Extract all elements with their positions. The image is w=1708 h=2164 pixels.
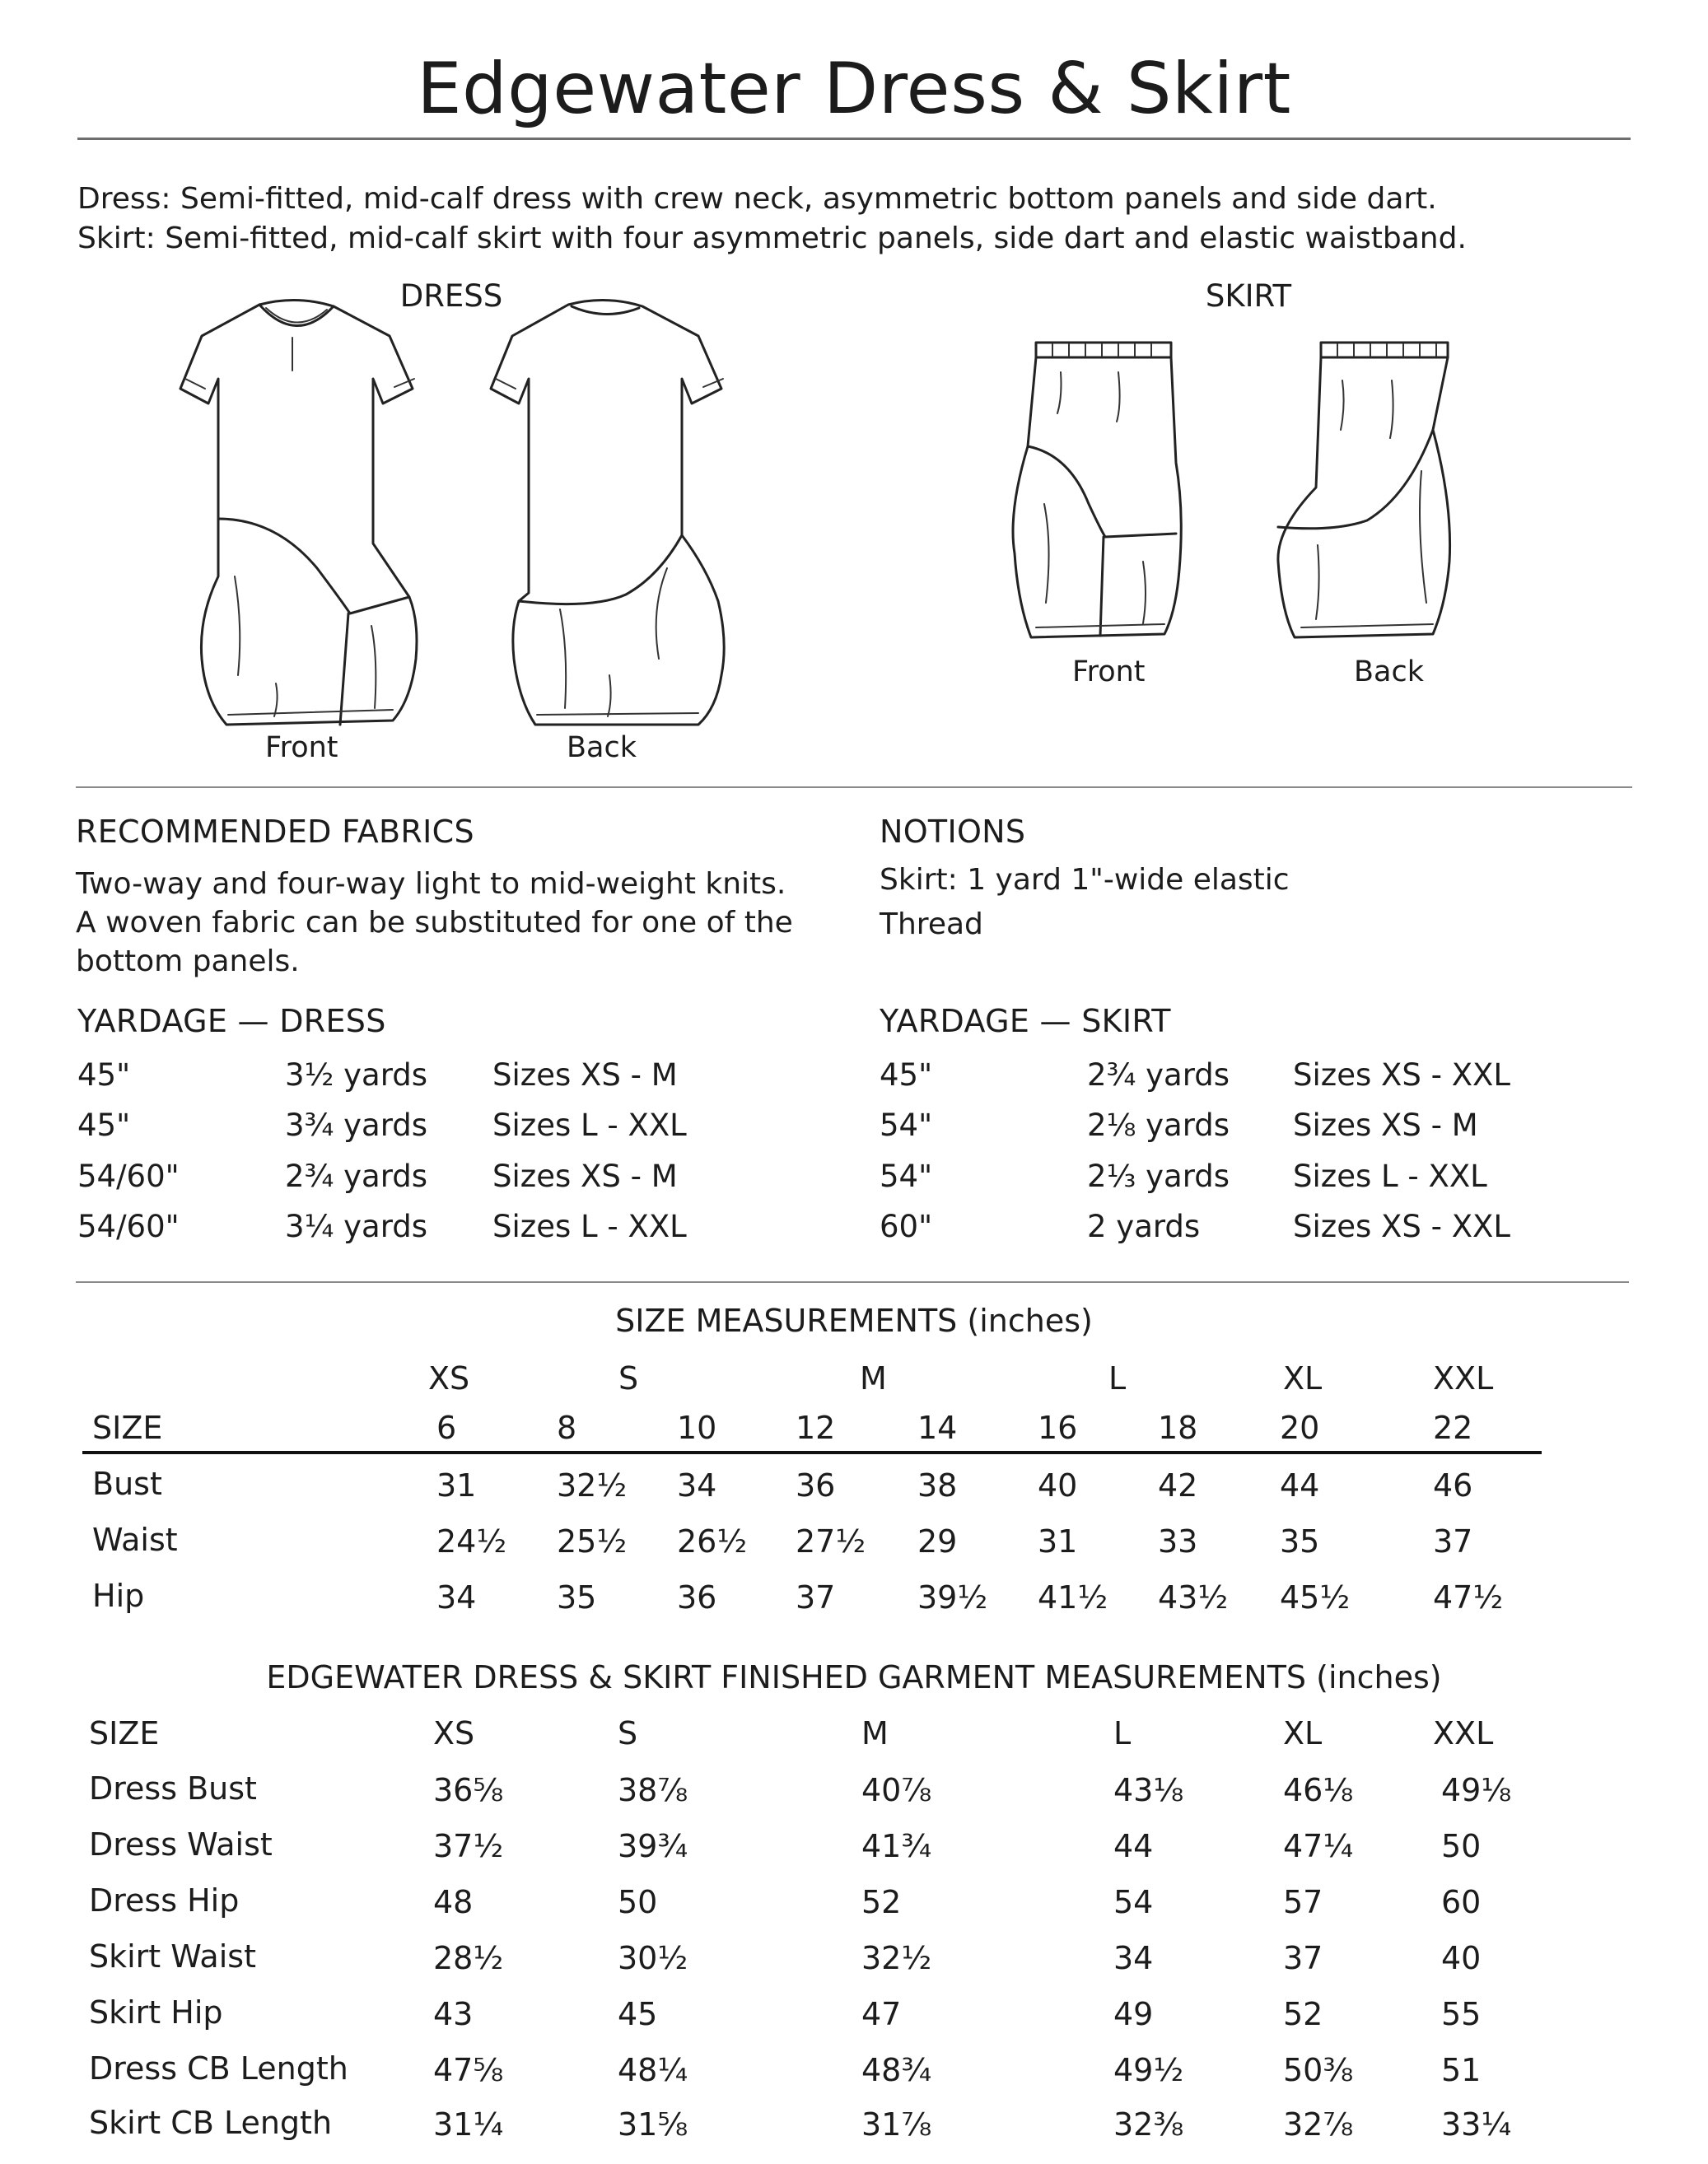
letter-size-s: S	[618, 1360, 639, 1397]
table-cell: 43	[433, 1996, 474, 2032]
table-cell: 50⅜	[1283, 2052, 1354, 2088]
yardage-amount: 2⅓ yards	[1087, 1159, 1230, 1194]
table-cell: 34	[436, 1579, 477, 1616]
yardage-sizes: Sizes L - XXL	[1293, 1159, 1487, 1194]
skirt-description: Skirt: Semi-fitted, mid-calf skirt with four asymmetric panels, side dart and elastic waistband.	[77, 222, 1467, 255]
table-cell: 49½	[1113, 2052, 1184, 2088]
table-cell: 44	[1280, 1467, 1320, 1504]
table-cell: 32⅜	[1113, 2106, 1184, 2143]
table-cell: 51	[1441, 2052, 1482, 2088]
dress-front-illustration	[177, 296, 424, 733]
table-cell: 43½	[1158, 1579, 1229, 1616]
table-cell: 47⅝	[433, 2052, 504, 2088]
yardage-skirt-heading: YARDAGE — SKIRT	[880, 1003, 1171, 1039]
table-cell: 50	[1441, 1828, 1482, 1864]
table-cell: 36	[796, 1467, 836, 1504]
dress-back-caption: Back	[567, 731, 637, 764]
table-cell: 29	[917, 1523, 958, 1560]
size-number: 10	[677, 1410, 717, 1446]
finished-size-xl: XL	[1283, 1715, 1323, 1751]
size-number: 20	[1280, 1410, 1320, 1446]
section-divider-2	[76, 1281, 1629, 1283]
table-cell: 31	[436, 1467, 477, 1504]
table-cell: 34	[677, 1467, 717, 1504]
row-label-dress-hip: Dress Hip	[89, 1882, 240, 1919]
dress-description: Dress: Semi-fitted, mid-calf dress with crew neck, asymmetric bottom panels and side dart.	[77, 182, 1437, 216]
table-cell: 39½	[917, 1579, 988, 1616]
table-cell: 30½	[618, 1940, 688, 1976]
table-cell: 36⅝	[433, 1772, 504, 1808]
skirt-illustration-label: SKIRT	[1205, 278, 1292, 314]
yardage-amount: 2¾ yards	[1087, 1057, 1230, 1093]
notions-line: Thread	[880, 907, 983, 941]
table-cell: 41½	[1038, 1579, 1108, 1616]
table-cell: 43⅛	[1113, 1772, 1184, 1808]
yardage-amount: 2 yards	[1087, 1209, 1201, 1244]
table-cell: 54	[1113, 1884, 1154, 1920]
table-cell: 45½	[1280, 1579, 1351, 1616]
notions-heading: NOTIONS	[880, 814, 1026, 850]
table-cell: 50	[618, 1884, 658, 1920]
table-cell: 31⅞	[861, 2106, 932, 2143]
yardage-width: 54/60"	[77, 1159, 180, 1194]
yardage-amount: 2⅛ yards	[1087, 1108, 1230, 1143]
row-label-dress-cb-length: Dress CB Length	[89, 2050, 348, 2087]
yardage-width: 45"	[77, 1108, 131, 1143]
table-cell: 37	[1433, 1523, 1473, 1560]
table-cell: 28½	[433, 1940, 504, 1976]
fabrics-line: A woven fabric can be substituted for one of the	[76, 906, 793, 940]
yardage-amount: 3¼ yards	[285, 1209, 428, 1244]
fabrics-line: bottom panels.	[76, 944, 300, 978]
yardage-sizes: Sizes XS - XXL	[1293, 1209, 1511, 1244]
yardage-amount: 2¾ yards	[285, 1159, 428, 1194]
dress-front-caption: Front	[265, 731, 338, 764]
table-cell: 49⅛	[1441, 1772, 1512, 1808]
row-label-hip: Hip	[92, 1578, 145, 1614]
finished-size-xs: XS	[433, 1715, 475, 1751]
table-cell: 24½	[436, 1523, 507, 1560]
table-cell: 49	[1113, 1996, 1154, 2032]
skirt-back-illustration	[1268, 339, 1458, 644]
table-cell: 37½	[433, 1828, 504, 1864]
table-cell: 27½	[796, 1523, 866, 1560]
yardage-width: 54/60"	[77, 1209, 180, 1244]
table-cell: 31	[1038, 1523, 1078, 1560]
table-cell: 52	[1283, 1996, 1323, 2032]
size-measurements-title: SIZE MEASUREMENTS	[615, 1303, 958, 1339]
table-cell: 35	[1280, 1523, 1320, 1560]
table-cell: 35	[557, 1579, 597, 1616]
table-cell: 42	[1158, 1467, 1198, 1504]
yardage-width: 45"	[880, 1057, 933, 1093]
row-label-dress-waist: Dress Waist	[89, 1826, 273, 1863]
yardage-sizes: Sizes XS - XXL	[1293, 1057, 1511, 1093]
table-cell: 26½	[677, 1523, 748, 1560]
finished-size-m: M	[861, 1715, 889, 1751]
row-label-waist: Waist	[92, 1522, 178, 1558]
table-cell: 32½	[557, 1467, 628, 1504]
table-cell: 46	[1433, 1467, 1473, 1504]
dress-illustration-label: DRESS	[399, 278, 503, 314]
table-cell: 38	[917, 1467, 958, 1504]
size-table-header-rule	[82, 1451, 1542, 1454]
table-cell: 48¼	[618, 2052, 688, 2088]
table-cell: 52	[861, 1884, 902, 1920]
letter-size-xl: XL	[1283, 1360, 1323, 1397]
table-cell: 55	[1441, 1996, 1482, 2032]
size-number: 22	[1433, 1410, 1473, 1446]
size-label: SIZE	[92, 1410, 163, 1446]
finished-measurements-unit: (inches)	[1316, 1659, 1442, 1695]
section-divider-1	[76, 786, 1632, 788]
notions-text	[880, 858, 1290, 947]
skirt-front-illustration	[1003, 339, 1184, 644]
yardage-sizes: Sizes XS - M	[1293, 1108, 1478, 1143]
table-cell: 32⅞	[1283, 2106, 1354, 2143]
size-number: 16	[1038, 1410, 1078, 1446]
table-cell: 47	[861, 1996, 902, 2032]
row-label-skirt-hip: Skirt Hip	[89, 1994, 223, 2031]
table-cell: 41¾	[861, 1828, 932, 1864]
table-cell: 46⅛	[1283, 1772, 1354, 1808]
size-number: 14	[917, 1410, 958, 1446]
row-label-skirt-waist: Skirt Waist	[89, 1938, 256, 1975]
table-cell: 31⅝	[618, 2106, 688, 2143]
letter-size-l: L	[1108, 1360, 1127, 1397]
table-cell: 37	[796, 1579, 836, 1616]
yardage-sizes: Sizes XS - M	[492, 1057, 678, 1093]
table-cell: 48	[433, 1884, 474, 1920]
table-cell: 40	[1038, 1467, 1078, 1504]
pattern-description	[77, 180, 1467, 259]
table-cell: 48¾	[861, 2052, 932, 2088]
row-label-dress-bust: Dress Bust	[89, 1770, 257, 1807]
table-cell: 34	[1113, 1940, 1154, 1976]
table-cell: 38⅞	[618, 1772, 688, 1808]
yardage-width: 60"	[880, 1209, 933, 1244]
fabrics-text	[76, 865, 793, 981]
finished-size-l: L	[1113, 1715, 1132, 1751]
table-cell: 25½	[557, 1523, 628, 1560]
skirt-front-caption: Front	[1072, 655, 1146, 688]
letter-size-xs: XS	[428, 1360, 470, 1397]
finished-size-xxl: XXL	[1433, 1715, 1494, 1751]
yardage-sizes: Sizes XS - M	[492, 1159, 678, 1194]
table-cell: 33	[1158, 1523, 1198, 1560]
table-cell: 47½	[1433, 1579, 1504, 1616]
title-divider	[77, 138, 1631, 140]
dress-back-illustration	[486, 296, 749, 733]
size-number: 18	[1158, 1410, 1198, 1446]
row-label-bust: Bust	[92, 1466, 162, 1502]
finished-size-s: S	[618, 1715, 638, 1751]
table-cell: 45	[618, 1996, 658, 2032]
row-label-skirt-cb-length: Skirt CB Length	[89, 2105, 333, 2141]
yardage-width: 45"	[77, 1057, 131, 1093]
yardage-width: 54"	[880, 1108, 933, 1143]
yardage-sizes: Sizes L - XXL	[492, 1209, 687, 1244]
table-cell: 32½	[861, 1940, 932, 1976]
size-number: 6	[436, 1410, 457, 1446]
yardage-amount: 3½ yards	[285, 1057, 428, 1093]
yardage-dress-heading: YARDAGE — DRESS	[77, 1003, 386, 1039]
skirt-back-caption: Back	[1354, 655, 1424, 688]
table-cell: 36	[677, 1579, 717, 1616]
size-measurements-unit: (inches)	[967, 1303, 1093, 1339]
finished-measurements-title: EDGEWATER DRESS & SKIRT FINISHED GARMENT MEASUREMENTS	[266, 1659, 1307, 1695]
table-cell: 31¼	[433, 2106, 504, 2143]
table-cell: 44	[1113, 1828, 1154, 1864]
size-number: 12	[796, 1410, 836, 1446]
table-cell: 40	[1441, 1940, 1482, 1976]
yardage-sizes: Sizes L - XXL	[492, 1108, 687, 1143]
yardage-amount: 3¾ yards	[285, 1108, 428, 1143]
table-cell: 47¼	[1283, 1828, 1354, 1864]
table-cell: 33¼	[1441, 2106, 1512, 2143]
size-measurements-heading	[0, 1303, 1708, 1339]
letter-size-m: M	[860, 1360, 887, 1397]
table-cell: 37	[1283, 1940, 1323, 1976]
table-cell: 57	[1283, 1884, 1323, 1920]
table-cell: 40⅞	[861, 1772, 932, 1808]
yardage-width: 54"	[880, 1159, 933, 1194]
size-number: 8	[557, 1410, 577, 1446]
fabrics-line: Two-way and four-way light to mid-weight knits.	[76, 867, 786, 901]
finished-measurements-heading	[0, 1659, 1708, 1695]
letter-size-xxl: XXL	[1433, 1360, 1494, 1397]
table-cell: 60	[1441, 1884, 1482, 1920]
table-cell: 39¾	[618, 1828, 688, 1864]
page-title: Edgewater Dress & Skirt	[417, 48, 1291, 130]
finished-size-label: SIZE	[89, 1715, 160, 1751]
fabrics-heading: RECOMMENDED FABRICS	[76, 814, 474, 850]
notions-line: Skirt: 1 yard 1"-wide elastic	[880, 863, 1290, 897]
